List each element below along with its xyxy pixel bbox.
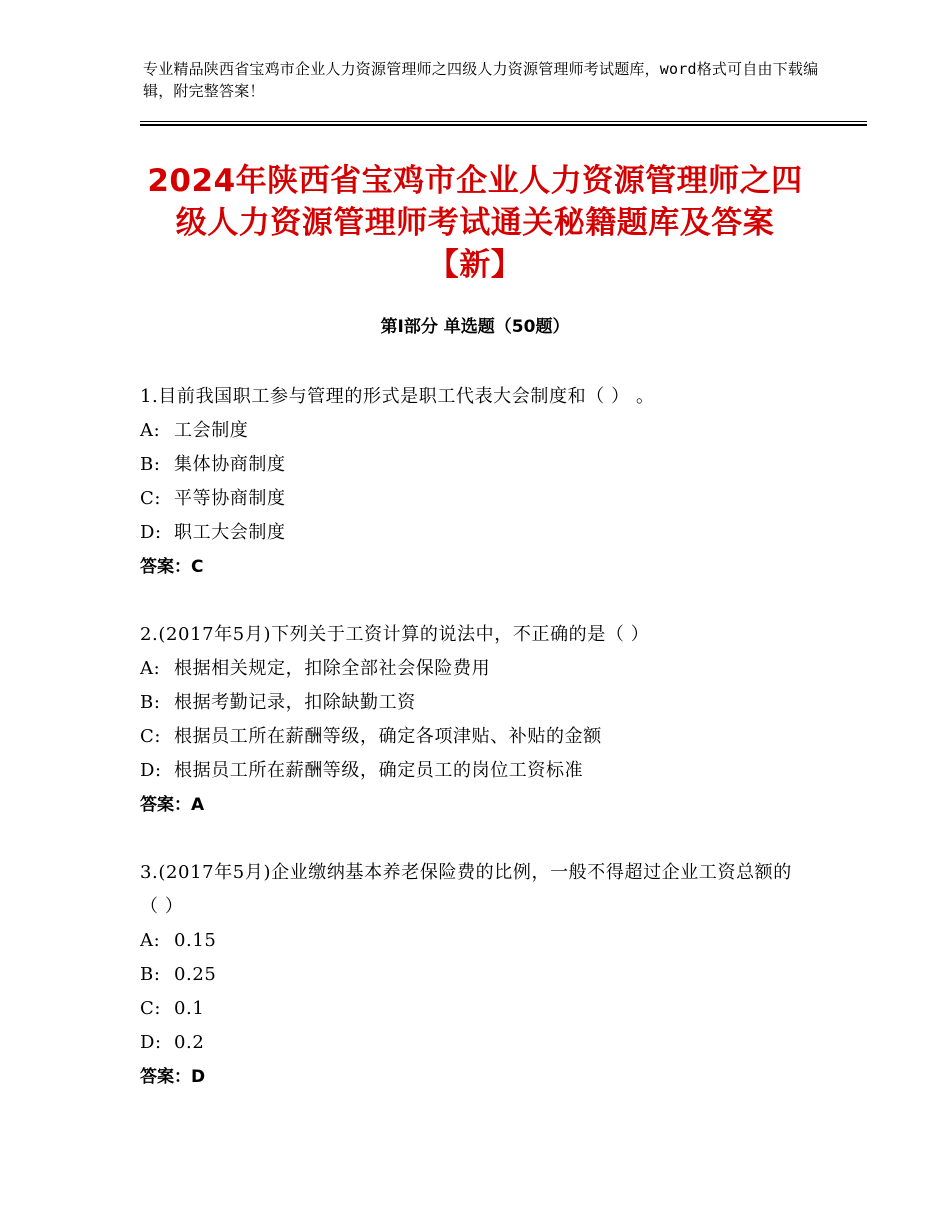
answer-label: 答案： [140, 795, 191, 815]
option-letter: A: [140, 420, 161, 441]
option-text: 根据员工所在薪酬等级，确定员工的岗位工资标准 [174, 760, 584, 781]
option-text: 根据员工所在薪酬等级，确定各项津贴、补贴的金额 [174, 726, 602, 747]
header-rule-thick [140, 124, 867, 126]
option-c [140, 992, 810, 1026]
option-text: 平等协商制度 [174, 488, 286, 509]
option-a [140, 924, 810, 958]
option-b [140, 686, 810, 720]
option-letter: D: [140, 760, 162, 781]
question-1 [140, 380, 810, 584]
option-text: 根据考勤记录，扣除缺勤工资 [174, 692, 416, 713]
option-letter: B: [140, 692, 161, 713]
option-letter: C: [140, 998, 162, 1019]
question-stem: 2.(2017年5月)下列关于工资计算的说法中，不正确的是（ ） [140, 624, 650, 645]
option-letter: B: [140, 454, 161, 475]
option-text: 0.25 [174, 964, 217, 985]
option-d [140, 754, 810, 788]
option-c [140, 720, 810, 754]
option-letter: D: [140, 522, 162, 543]
header-note: 专业精品陕西省宝鸡市企业人力资源管理师之四级人力资源管理师考试题库，word格式可自由下载编辑，附完整答案！ [143, 60, 819, 100]
option-b [140, 448, 810, 482]
answer-line [140, 1060, 810, 1094]
answer-line [140, 788, 810, 822]
option-d [140, 1026, 810, 1060]
option-text: 集体协商制度 [174, 454, 286, 475]
option-b [140, 958, 810, 992]
option-text: 职工大会制度 [174, 522, 286, 543]
option-letter: C: [140, 488, 162, 509]
question-2 [140, 618, 810, 822]
option-letter: C: [140, 726, 162, 747]
option-text: 工会制度 [174, 420, 249, 441]
option-text: 0.15 [174, 930, 217, 951]
answer-value: D [191, 1067, 206, 1087]
question-stem: 1.目前我国职工参与管理的形式是职工代表大会制度和（ ） 。 [140, 386, 655, 407]
question-stem: 3.(2017年5月)企业缴纳基本养老保险费的比例，一般不得超过企业工资总额的（ ） [140, 862, 792, 917]
answer-value: A [191, 795, 205, 815]
answer-line [140, 550, 810, 584]
option-a [140, 414, 810, 448]
option-text: 0.1 [174, 998, 205, 1019]
answer-label: 答案： [140, 557, 191, 577]
option-letter: A: [140, 930, 161, 951]
header-rule-thin [140, 121, 867, 122]
question-3 [140, 856, 810, 1094]
option-a [140, 652, 810, 686]
answer-label: 答案： [140, 1067, 191, 1087]
option-letter: A: [140, 658, 161, 679]
option-text: 0.2 [174, 1032, 205, 1053]
document-title: 2024年陕西省宝鸡市企业人力资源管理师之四级人力资源管理师考试通关秘籍题库及答案【新】 [147, 163, 803, 283]
answer-value: C [191, 557, 204, 577]
option-d [140, 516, 810, 550]
section-title: 第Ⅰ部分 单选题（50题） [380, 317, 570, 337]
option-letter: D: [140, 1032, 162, 1053]
option-letter: B: [140, 964, 161, 985]
option-c [140, 482, 810, 516]
option-text: 根据相关规定，扣除全部社会保险费用 [174, 658, 491, 679]
